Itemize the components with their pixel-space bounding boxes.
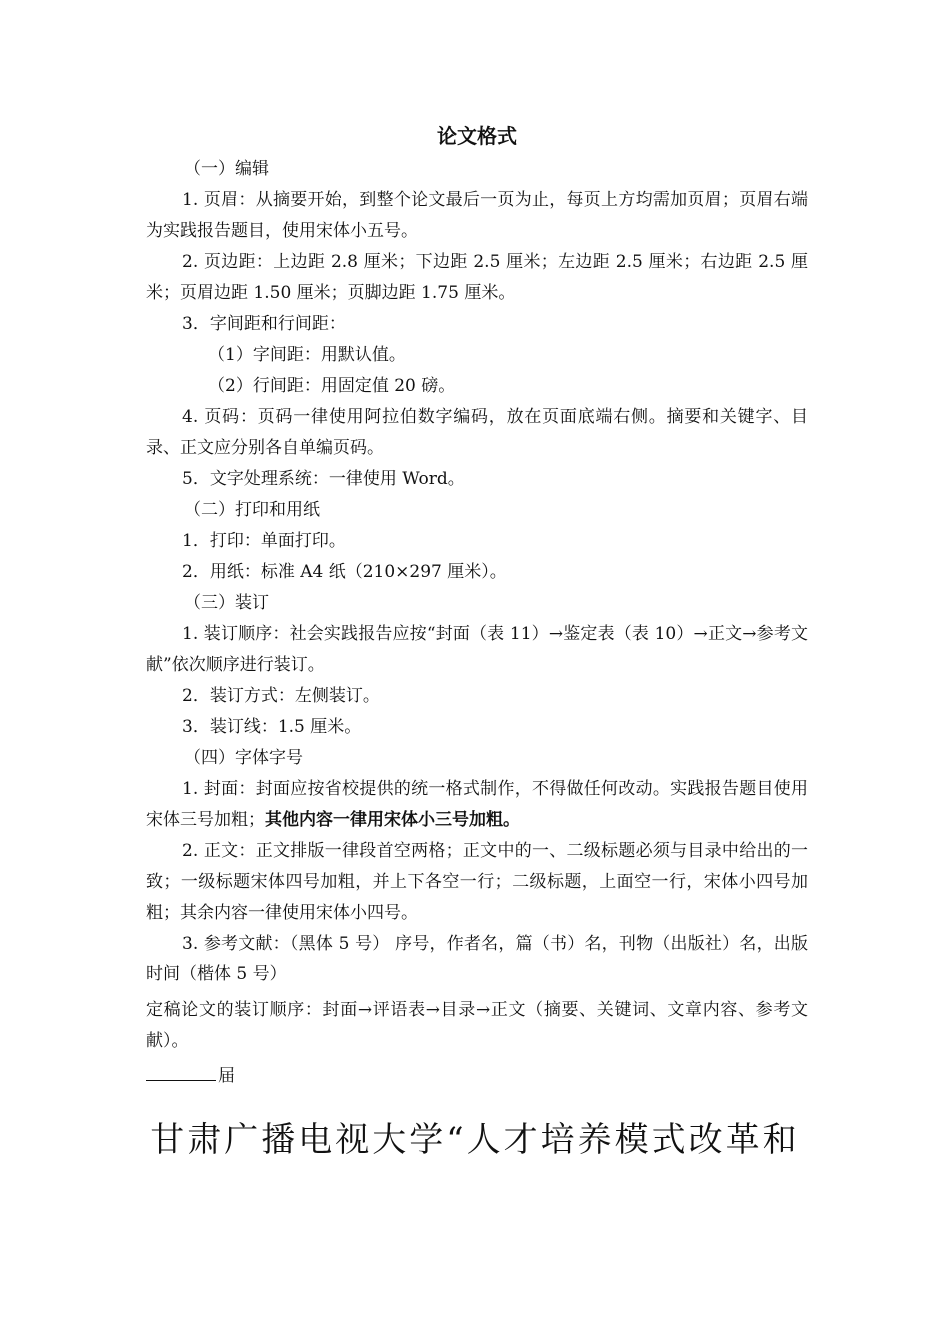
rule-paragraph: （1）字间距：用默认值。 <box>208 345 406 365</box>
rule-paragraph: （2）行间距：用固定值 20 磅。 <box>208 376 456 396</box>
rule-paragraph: 2．用纸：标准 A4 纸（210×297 厘米）。 <box>182 562 507 582</box>
rule-paragraph: 3．装订线：1.5 厘米。 <box>182 717 362 737</box>
rule-paragraph: （二）打印和用纸 <box>184 500 320 520</box>
rule-paragraph: 1. 装订顺序：社会实践报告应按“封面（表 11）→鉴定表（表 10）→正文→参考文献”依次顺序进行装订。 <box>146 624 808 675</box>
rule-paragraph: 2. 正文：正文排版一律段首空两格；正文中的一、二级标题必须与目录中给出的一致；一级标题宋体四号加粗，并上下各空一行；二级标题，上面空一行，宋体小四号加粗；其余内容一律使用宋体小四号。 <box>146 841 808 923</box>
rule-paragraph: 1．打印：单面打印。 <box>182 531 346 551</box>
session-suffix: 届 <box>218 1066 235 1086</box>
rule-paragraph: 2. 页边距：上边距 2.8 厘米；下边距 2.5 厘米；左边距 2.5 厘米；右边距 2.5 厘米；页眉边距 1.50 厘米；页脚边距 1.75 厘米。 <box>146 252 808 303</box>
session-blank-line <box>146 1064 216 1081</box>
rule-paragraph: （三）装订 <box>184 593 269 613</box>
cover-font-rule <box>146 774 808 836</box>
rule-paragraph: 3. 参考文献：（黑体 5 号） 序号，作者名，篇（书）名，刊物（出版社）名，出版时间（楷体 5 号） <box>146 934 808 984</box>
university-title: 甘肃广播电视大学“人才培养模式改革和 <box>150 1120 800 1160</box>
cover-rule-text: 1. 封面：封面应按省校提供的统一格式制作，不得做任何改动。实践报告题目使用宋体三号加粗； <box>146 779 808 830</box>
rule-paragraph: 1. 页眉：从摘要开始，到整个论文最后一页为止，每页上方均需加页眉；页眉右端为实践报告题目，使用宋体小五号。 <box>146 190 808 241</box>
rule-paragraph: （一）编辑 <box>184 159 269 179</box>
cover-rule-bold-text: 其他内容一律用宋体小三号加粗。 <box>265 810 520 830</box>
format-rules-list-2 <box>146 836 808 1057</box>
rule-paragraph: 3．字间距和行间距： <box>182 314 346 334</box>
rule-paragraph: 4. 页码：页码一律使用阿拉伯数字编码，放在页面底端右侧。摘要和关键字、目录、正文应分别各自单编页码。 <box>146 407 808 458</box>
format-rules-list <box>146 154 808 774</box>
rule-paragraph: 定稿论文的装订顺序：封面→评语表→目录→正文（摘要、关键词、文章内容、参考文献）。 <box>146 1000 808 1051</box>
rule-paragraph: （四）字体字号 <box>184 748 303 768</box>
page-title: 论文格式 <box>437 124 517 148</box>
document-body <box>146 120 808 1092</box>
rule-paragraph: 5．文字处理系统：一律使用 Word。 <box>182 469 465 489</box>
rule-paragraph: 2．装订方式：左侧装订。 <box>182 686 380 706</box>
session-line <box>146 1061 808 1092</box>
